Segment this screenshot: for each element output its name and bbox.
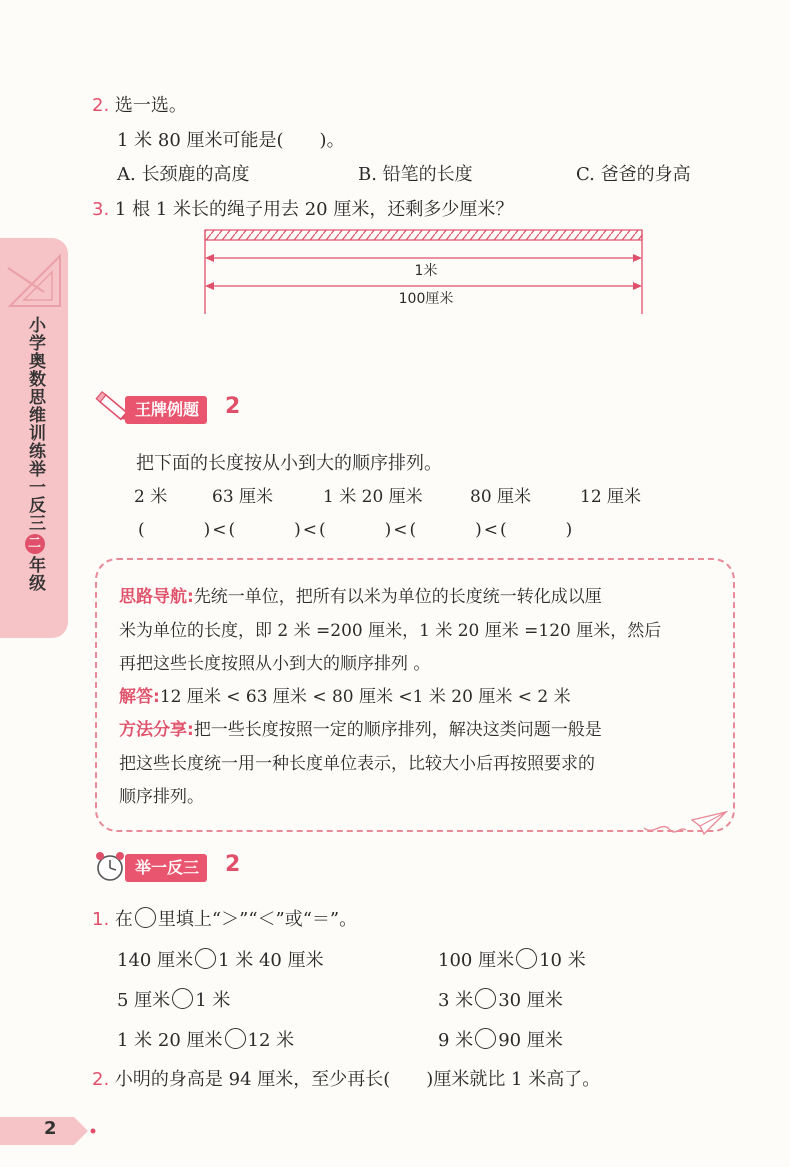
compare-right: 12 米 xyxy=(247,1030,295,1051)
compare-left: 1 米 20 厘米 xyxy=(117,1030,223,1051)
compare-right: 90 厘米 xyxy=(498,1030,563,1051)
practice-number: 2 xyxy=(225,852,241,877)
method-label: 方法分享: xyxy=(119,720,194,740)
ruler-triangle-icon xyxy=(4,248,64,312)
compare-circle[interactable] xyxy=(195,948,216,969)
q2-question: 1 米 80 厘米可能是( )。 xyxy=(117,130,345,151)
q2-heading xyxy=(92,94,187,118)
example-blanks: ( )<( )<( )<( )<( ) xyxy=(138,520,575,540)
answer-text: 12 厘米 < 63 厘米 < 80 厘米 <1 米 20 厘米 < 2 米 xyxy=(159,687,571,707)
example-item-1: 2 米 xyxy=(134,487,168,507)
q2-title: 选一选。 xyxy=(114,95,187,116)
option-b: B. 铅笔的长度 xyxy=(358,164,473,185)
idea-label: 思路导航: xyxy=(119,587,194,607)
grade-badge: 二 xyxy=(25,534,45,554)
compare-3 xyxy=(117,988,230,1013)
option-c: C. 爸爸的身高 xyxy=(576,164,691,185)
idea-line-3: 再把这些长度按照从小到大的顺序排列 。 xyxy=(119,654,431,674)
compare-right: 10 米 xyxy=(539,950,586,971)
idea-text-1: 先统一单位，把所有以米为单位的长度统一转化成以厘 xyxy=(193,587,602,607)
answer-line xyxy=(119,685,719,709)
paper-plane-icon xyxy=(640,806,730,840)
answer-label: 解答: xyxy=(119,687,160,707)
q3-question xyxy=(92,198,513,222)
idea-line-1 xyxy=(119,585,719,609)
compare-left: 9 米 xyxy=(438,1030,474,1051)
example-item-4: 80 厘米 xyxy=(470,487,532,507)
idea-line-2: 米为单位的长度，即 2 米 =200 厘米，1 米 20 厘米 =120 厘米，然后 xyxy=(119,621,662,641)
compare-2 xyxy=(438,948,586,973)
practice-banner: 举一反三 xyxy=(125,854,207,882)
option-a: A. 长颈鹿的高度 xyxy=(117,164,250,185)
compare-right: 1 米 xyxy=(195,990,231,1011)
example-item-2: 63 厘米 xyxy=(212,487,274,507)
compare-circle[interactable] xyxy=(516,948,537,969)
method-line-1 xyxy=(119,718,719,742)
circle-blank xyxy=(135,907,156,928)
practice-q1-post: 里填上“＞”“＜”或“＝”。 xyxy=(157,909,358,930)
compare-left: 3 米 xyxy=(438,990,474,1011)
practice-q1-number: 1. xyxy=(92,909,110,930)
series-title-text: 小学奥数思维训练举一反三 xyxy=(25,316,45,532)
compare-5 xyxy=(117,1028,294,1053)
compare-circle[interactable] xyxy=(225,1028,246,1049)
compare-left: 100 厘米 xyxy=(438,950,515,971)
series-title xyxy=(22,316,46,592)
method-line-2: 把这些长度统一用一种长度单位表示，比较大小后再按照要求的 xyxy=(119,754,595,774)
rope-bar xyxy=(205,230,642,240)
compare-left: 140 厘米 xyxy=(117,950,194,971)
example-item-5: 12 厘米 xyxy=(580,487,642,507)
method-text-1: 把一些长度按照一定的顺序排列，解决这类问题一般是 xyxy=(193,720,602,740)
compare-left: 5 厘米 xyxy=(117,990,171,1011)
q3-number: 3. xyxy=(92,199,110,220)
page-number: 2 xyxy=(44,1118,57,1139)
q2-number: 2. xyxy=(92,95,110,116)
method-line-3: 顺序排列。 xyxy=(119,787,204,807)
example-instruction: 把下面的长度按从小到大的顺序排列。 xyxy=(136,453,442,474)
compare-circle[interactable] xyxy=(172,988,193,1009)
alarm-clock-icon xyxy=(92,848,128,884)
example-item-3: 1 米 20 厘米 xyxy=(323,487,423,507)
compare-4 xyxy=(438,988,563,1013)
compare-6 xyxy=(438,1028,563,1053)
compare-right: 1 米 40 厘米 xyxy=(218,950,324,971)
practice-q2-number: 2. xyxy=(92,1069,110,1090)
q3-text: 1 根 1 米长的绳子用去 20 厘米，还剩多少厘米？ xyxy=(114,199,514,220)
compare-circle[interactable] xyxy=(475,988,496,1009)
compare-right: 30 厘米 xyxy=(498,990,563,1011)
practice-q1-pre: 在 xyxy=(114,909,133,930)
example-number: 2 xyxy=(225,394,241,419)
practice-q2 xyxy=(92,1068,600,1092)
practice-q1 xyxy=(92,907,357,932)
compare-1 xyxy=(117,948,324,973)
example-banner: 王牌例题 xyxy=(125,396,207,424)
label-100cm: 100厘米 xyxy=(398,291,454,307)
practice-q2-text: 小明的身高是 94 厘米，至少再长( )厘米就比 1 米高了。 xyxy=(114,1069,601,1090)
compare-circle[interactable] xyxy=(475,1028,496,1049)
label-1m: 1米 xyxy=(414,263,438,279)
grade-label: 年级 xyxy=(25,556,45,592)
